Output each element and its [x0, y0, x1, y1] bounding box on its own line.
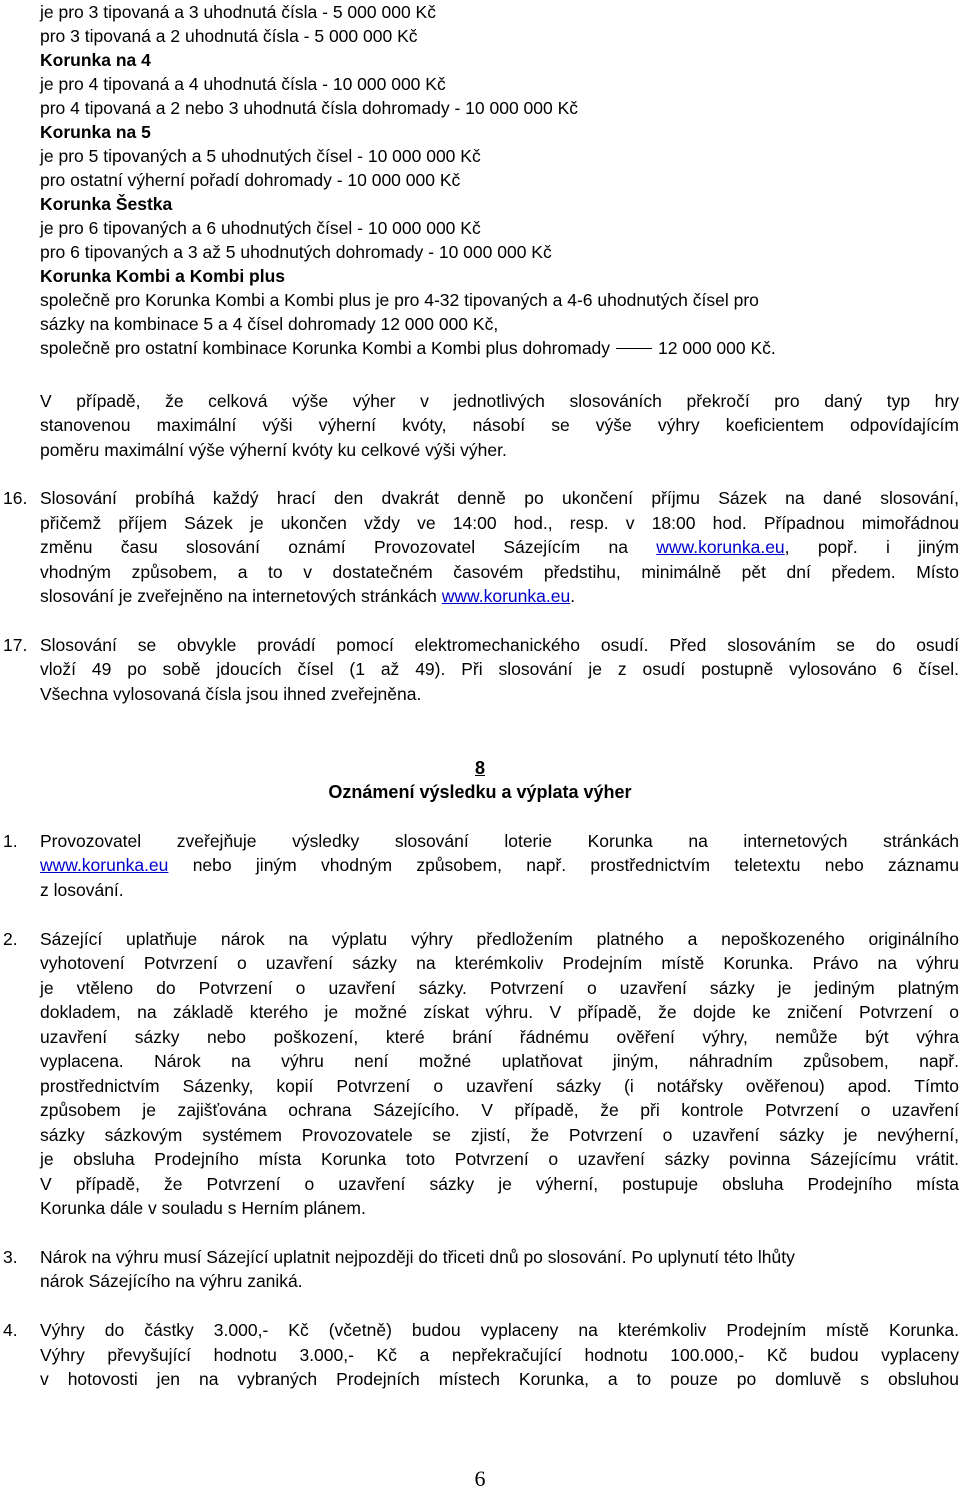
text: nebo jiným vhodným způsobem, např. prostřednictvím teletextu nebo záznamu: [168, 855, 959, 875]
paragraph-line: [40, 853, 959, 878]
prize-line: pro 3 tipovaná a 2 uhodnutá čísla - 5 000 000 Kč: [40, 26, 418, 46]
text: .: [570, 586, 576, 606]
paragraph-line: přičemž příjem Sázek je ukončen vždy ve 14:00 hod., resp. v 18:00 hod. Případnou mimořádnou: [40, 513, 959, 533]
item-number: 16.: [3, 488, 28, 508]
paragraph-line: [40, 584, 959, 609]
paragraph-line: Slosování se obvykle provádí pomocí elektromechanického osudí. Před slosováním se do osudí: [40, 635, 959, 655]
korunka-link[interactable]: www.korunka.eu: [441, 586, 571, 606]
paragraph-line: v hotovosti jen na vybraných Prodejních místech Korunka, a to pouze po domluvě s obsluhou: [40, 1369, 959, 1389]
section-number: [0, 756, 960, 780]
item-number: 4.: [3, 1320, 18, 1340]
paragraph-line: způsobem je zajišťována ochrana Sázejícího. V případě, že při kontrole Potvrzení o uzavření: [40, 1100, 959, 1120]
paragraph-line: [40, 535, 959, 560]
page-number: 6: [474, 1466, 486, 1491]
paragraph-line: je vtěleno do Potvrzení o uzavření sázky. Potvrzení o uzavření sázky je jediným platným: [40, 978, 959, 998]
korunka-link[interactable]: www.korunka.eu: [656, 537, 785, 557]
korunka-link[interactable]: www.korunka.eu: [40, 855, 169, 875]
item-number: 3.: [3, 1247, 18, 1267]
paragraph-line: prostřednictvím Sázenky, kopií Potvrzení o uzavření sázky (i notářsky ověřenou) apod. Tímto: [40, 1076, 959, 1096]
paragraph-line: Provozovatel zveřejňuje výsledky slosování loterie Korunka na internetových stránkách: [40, 831, 959, 851]
game-heading: Korunka Šestka: [40, 194, 173, 214]
paragraph-line: Korunka dále v souladu s Herním plánem.: [40, 1198, 366, 1218]
section-title: Oznámení výsledku a výplata výher: [328, 782, 632, 802]
prize-line: společně pro Korunka Kombi a Kombi plus je pro 4-32 tipovaných a 4-6 uhodnutých čísel pro: [40, 290, 759, 310]
paragraph-line: Všechna vylosovaná čísla jsou ihned zveřejněna.: [40, 684, 422, 704]
paragraph-line: vloží 49 po sobě jdoucích čísel (1 až 49). Při slosování je z osudí postupně vylosováno 6 čísel.: [40, 659, 959, 679]
prize-amount: 12 000 000 Kč.: [658, 338, 776, 358]
prize-line-text: společně pro ostatní kombinace Korunka Kombi a Kombi plus dohromady: [40, 338, 611, 358]
paragraph-line: V případě, že Potvrzení o uzavření sázky je výherní, postupuje obsluha Prodejního místa: [40, 1174, 959, 1194]
game-heading: Korunka Kombi a Kombi plus: [40, 266, 286, 286]
prize-line: pro 6 tipovaných a 3 až 5 uhodnutých dohromady - 10 000 000 Kč: [40, 242, 552, 262]
prize-line: sázky na kombinace 5 a 4 čísel dohromady 12 000 000 Kč,: [40, 314, 499, 334]
paragraph-line: dokladem, na základě kterého je možné získat výhru. V případě, že dojde ke zničení Potvrzení o: [40, 1002, 959, 1022]
paragraph-line: poměru maximální výše výherní kvóty ku celkové výši výher.: [40, 440, 507, 460]
item-number: 1.: [3, 831, 18, 851]
paragraph-line: nárok Sázejícího na výhru zaniká.: [40, 1271, 303, 1291]
prize-line: pro ostatní výherní pořadí dohromady - 10 000 000 Kč: [40, 170, 461, 190]
paragraph-line: Výhry do částky 3.000,- Kč (včetně) budou vyplaceny na kterémkoliv Prodejním místě Korunka.: [40, 1320, 959, 1340]
prize-line: je pro 5 tipovaných a 5 uhodnutých čísel - 10 000 000 Kč: [40, 146, 481, 166]
game-heading: Korunka na 4: [40, 50, 151, 70]
paragraph-line: Výhry převyšující hodnotu 3.000,- Kč a nepřekračující hodnotu 100.000,- Kč budou vyplaceny: [40, 1345, 959, 1365]
paragraph-line: stanovenou maximální výši výherní kvóty, násobí se výše výhry koeficientem odpovídajícím: [40, 415, 959, 435]
text: změnu času slosování oznámí Provozovatel Sázejícím na: [40, 537, 628, 557]
paragraph-line: vhodným způsobem, a to v dostatečném časovém předstihu, minimálně pět dní předem. Místo: [40, 562, 959, 582]
section-number-text: 8: [474, 758, 485, 778]
paragraph-line: Nárok na výhru musí Sázející uplatnit nejpozději do třiceti dnů po slosování. Po uplynutí této lhůty: [40, 1247, 795, 1267]
prize-line: pro 4 tipovaná a 2 nebo 3 uhodnutá čísla dohromady - 10 000 000 Kč: [40, 98, 579, 118]
paragraph-line: je obsluha Prodejního místa Korunka toto Potvrzení o uzavření sázky povinna Sázejícímu vrátit.: [40, 1149, 959, 1169]
paragraph-line: vyhotovení Potvrzení o uzavření sázky na kterémkoliv Prodejním místě Korunka. Právo na výhru: [40, 953, 959, 973]
text: slosování je zveřejněno na internetových stránkách: [40, 586, 437, 606]
prize-line: je pro 3 tipovaná a 3 uhodnutá čísla - 5 000 000 Kč: [40, 2, 436, 22]
prize-line: [40, 336, 776, 360]
paragraph-line: sázky sázkovým systémem Provozovatele se zjistí, že Potvrzení o uzavření sázky je nevýherní,: [40, 1125, 959, 1145]
paragraph-line: V případě, že celková výše výher v jednotlivých slosováních překročí pro daný typ hry: [40, 391, 959, 411]
prize-line: je pro 4 tipovaná a 4 uhodnutá čísla - 10 000 000 Kč: [40, 74, 446, 94]
paragraph-line: Slosování probíhá každý hrací den dvakrát denně po ukončení příjmu Sázek na dané slosování,: [40, 488, 959, 508]
paragraph-line: vyplacena. Nárok na výhru není možné uplatňovat jiným, náhradním způsobem, např.: [40, 1051, 959, 1071]
dash-rule: [616, 348, 652, 349]
paragraph-line: Sázející uplatňuje nárok na výplatu výhry předložením platného a nepoškozeného originálního: [40, 929, 959, 949]
paragraph-line: z losování.: [40, 880, 124, 900]
game-heading: Korunka na 5: [40, 122, 151, 142]
item-number: 17.: [3, 635, 28, 655]
paragraph-line: uzavření sázky nebo poškození, které brání řádnému ověření výhry, nemůže být výhra: [40, 1027, 959, 1047]
item-number: 2.: [3, 929, 18, 949]
prize-line: je pro 6 tipovaných a 6 uhodnutých čísel - 10 000 000 Kč: [40, 218, 481, 238]
text: , popř. i jiným: [784, 537, 959, 557]
